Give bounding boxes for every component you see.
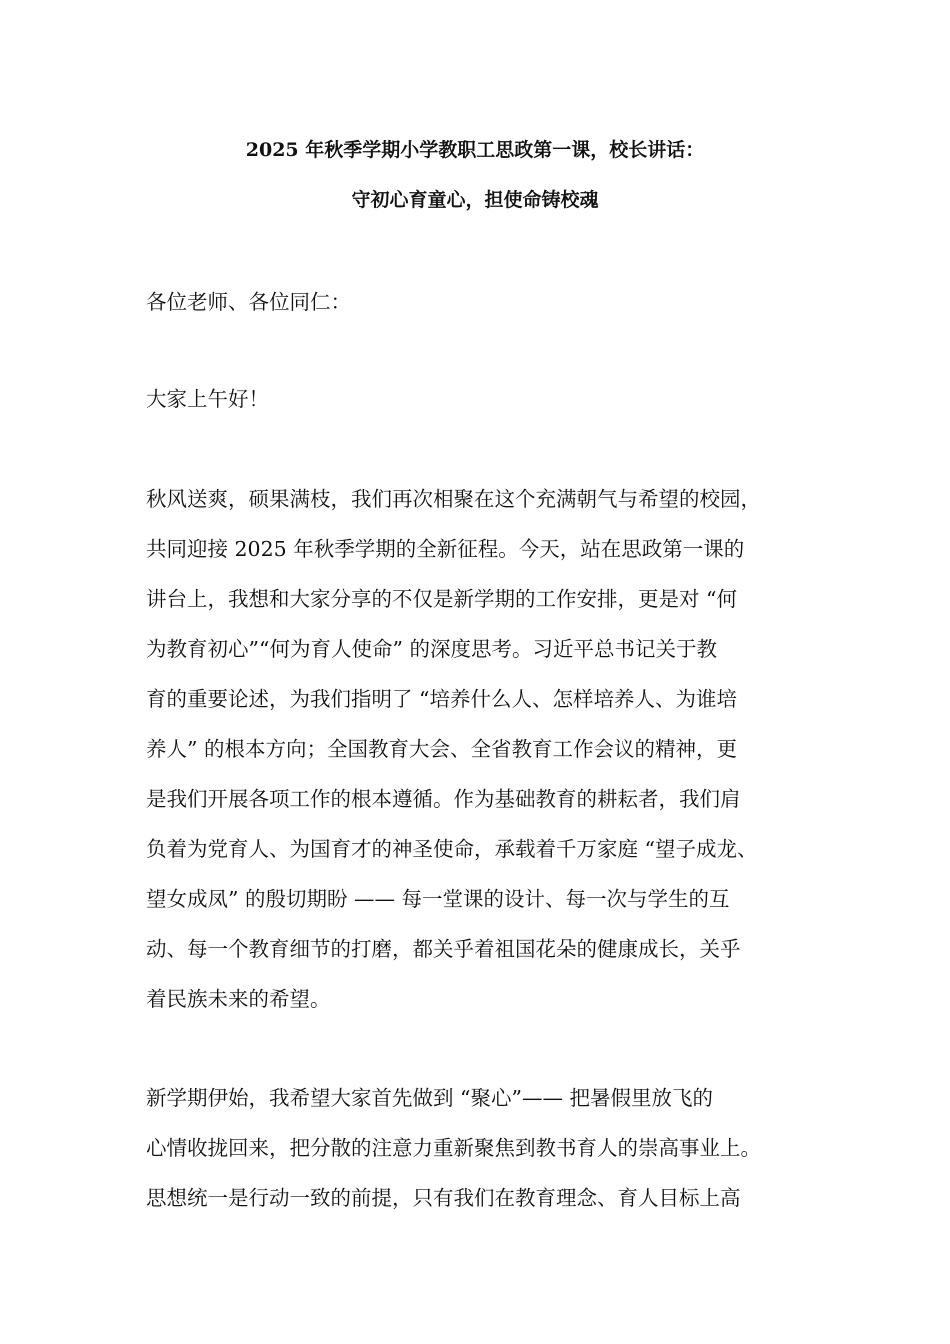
salutation: 各位老师、各位同仁： <box>146 290 351 314</box>
paragraph-line: 为教育初心”“何为育人使命” 的深度思考。习近平总书记关于教 <box>146 637 717 661</box>
paragraph-line: 望女成凤” 的殷切期盼 —— 每一堂课的设计、每一次与学生的互 <box>146 887 730 911</box>
paragraph-line: 动、每一个教育细节的打磨，都关乎着祖国花朵的健康成长，关乎 <box>146 937 741 961</box>
document-subtitle: 守初心育童心，担使命铸校魂 <box>351 189 599 211</box>
paragraph-line: 思想统一是行动一致的前提，只有我们在教育理念、育人目标上高 <box>146 1186 741 1210</box>
paragraph-line: 新学期伊始，我希望大家首先做到 “聚心”—— 把暑假里放飞的 <box>146 1086 713 1110</box>
paragraph-line: 育的重要论述，为我们指明了 “培养什么人、怎样培养人、为谁培 <box>146 687 737 711</box>
paragraph-line: 着民族未来的希望。 <box>146 987 331 1011</box>
paragraph-line: 养人” 的根本方向；全国教育大会、全省教育工作会议的精神，更 <box>146 737 737 761</box>
greeting: 大家上午好！ <box>146 387 269 411</box>
paragraph-line: 是我们开展各项工作的根本遵循。作为基础教育的耕耘者，我们肩 <box>146 787 741 811</box>
paragraph-line: 共同迎接 2025 年秋季学期的全新征程。今天，站在思政第一课的 <box>146 537 745 561</box>
paragraph-line: 心情收拢回来，把分散的注意力重新聚焦到教书育人的崇高事业上。 <box>146 1136 761 1160</box>
paragraph-line: 讲台上，我想和大家分享的不仅是新学期的工作安排，更是对 “何 <box>146 587 737 611</box>
paragraph-line: 负着为党育人、为国育才的神圣使命，承载着千万家庭 “望子成龙、 <box>146 837 758 861</box>
document-title: 2025 年秋季学期小学教职工思政第一课，校长讲话： <box>245 139 705 161</box>
paragraph-line: 秋风送爽，硕果满枝，我们再次相聚在这个充满朝气与希望的校园， <box>146 487 761 511</box>
